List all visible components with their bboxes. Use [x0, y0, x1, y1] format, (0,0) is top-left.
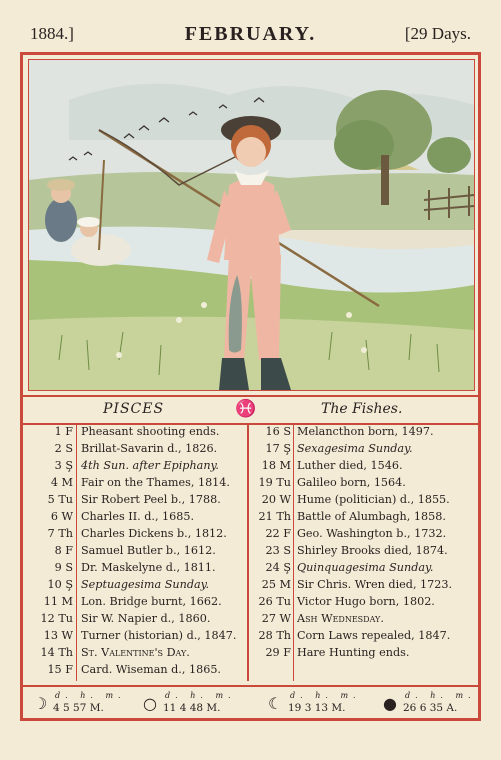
table-row: [249, 561, 478, 578]
event-text: Samuel Butler b., 1612.: [81, 544, 216, 557]
moon-units-label: d. h. m.: [55, 691, 126, 700]
table-row: [249, 612, 478, 629]
day-label: 21 Th: [258, 510, 291, 523]
table-row: [249, 544, 478, 561]
event-text: Battle of Alumbagh, 1858.: [297, 510, 446, 523]
day-label: 13 W: [43, 629, 73, 642]
table-row: [23, 459, 247, 476]
day-label: 17 Ş: [265, 442, 291, 455]
table-row: [249, 510, 478, 527]
event-text: Quinquagesima Sunday.: [297, 561, 434, 574]
day-label: 23 S: [265, 544, 291, 557]
table-row: [249, 425, 478, 442]
moon-units-label: d. h. m.: [290, 691, 361, 700]
pisces-icon: ♓: [235, 399, 257, 419]
event-text: Lon. Bridge burnt, 1662.: [81, 595, 222, 608]
table-row: [23, 442, 247, 459]
moon-icon: ○: [143, 694, 157, 713]
day-label: 24 Ş: [265, 561, 291, 574]
day-label: 14 Th: [40, 646, 73, 659]
day-label: 11 M: [43, 595, 73, 608]
table-row: [23, 476, 247, 493]
day-label: 15 F: [47, 663, 73, 676]
day-label: 18 M: [261, 459, 291, 472]
moon-icon: ☾: [268, 694, 283, 713]
day-label: 20 W: [261, 493, 291, 506]
day-label: 1 F: [54, 425, 73, 438]
day-label: 19 Tu: [258, 476, 291, 489]
day-label: 2 S: [54, 442, 73, 455]
table-row: [249, 646, 478, 663]
table-row: [23, 629, 247, 646]
event-text: Turner (historian) d., 1847.: [81, 629, 237, 642]
event-text: Victor Hugo born, 1802.: [297, 595, 435, 608]
event-text: Pheasant shooting ends.: [81, 425, 220, 438]
table-row: [23, 612, 247, 629]
day-label: 4 M: [50, 476, 73, 489]
day-label: 9 S: [54, 561, 73, 574]
day-label: 10 Ş: [47, 578, 73, 591]
year-label: 1884.]: [30, 24, 74, 43]
zodiac-name: PISCES: [103, 401, 165, 417]
moon-icon: ☽: [33, 694, 48, 713]
table-row: [23, 646, 247, 663]
event-text: Septuagesima Sunday.: [81, 578, 210, 591]
table-row: [249, 578, 478, 595]
event-text: Shirley Brooks died, 1874.: [297, 544, 448, 557]
event-text: Card. Wiseman d., 1865.: [81, 663, 221, 676]
event-text: Melancthon born, 1497.: [297, 425, 434, 438]
column-divider: [76, 425, 77, 681]
event-text: Sexagesima Sunday.: [297, 442, 413, 455]
table-row: [23, 493, 247, 510]
event-text: Hume (politician) d., 1855.: [297, 493, 450, 506]
day-label: 28 Th: [258, 629, 291, 642]
event-text: Geo. Washington b., 1732.: [297, 527, 447, 540]
table-row: [23, 578, 247, 595]
event-text: Charles Dickens b., 1812.: [81, 527, 227, 540]
moon-time: 19 3 13 M.: [288, 702, 346, 714]
moon-phases: [23, 685, 478, 717]
day-label: 27 W: [261, 612, 291, 625]
day-label: 29 F: [265, 646, 291, 659]
event-text: Ash Wednesday.: [297, 612, 384, 625]
event-text: Luther died, 1546.: [297, 459, 403, 472]
moon-time: 4 5 57 M.: [53, 702, 104, 714]
table-row: [23, 425, 247, 442]
moon-units-label: d. h. m.: [165, 691, 236, 700]
table-row: [23, 561, 247, 578]
event-text: Corn Laws repealed, 1847.: [297, 629, 451, 642]
calendar-frame: [20, 52, 481, 721]
event-text: Sir W. Napier d., 1860.: [81, 612, 211, 625]
table-row: [23, 663, 247, 680]
days-column-left: [23, 425, 249, 681]
table-row: [249, 595, 478, 612]
table-row: [23, 510, 247, 527]
table-row: [249, 493, 478, 510]
day-label: 7 Th: [47, 527, 73, 540]
days-column-right: [249, 425, 478, 681]
table-row: [23, 544, 247, 561]
event-text: Dr. Maskelyne d., 1811.: [81, 561, 216, 574]
table-row: [249, 442, 478, 459]
day-label: 5 Tu: [47, 493, 73, 506]
day-label: 26 Tu: [258, 595, 291, 608]
moon-icon: ●: [383, 694, 397, 713]
moon-time: 11 4 48 M.: [163, 702, 221, 714]
table-row: [23, 527, 247, 544]
day-label: 8 F: [54, 544, 73, 557]
days-count: [29 Days.: [404, 24, 471, 43]
day-label: 22 F: [265, 527, 291, 540]
event-text: St. Valentine's Day.: [81, 646, 190, 659]
event-text: Galileo born, 1564.: [297, 476, 406, 489]
event-text: Sir Robert Peel b., 1788.: [81, 493, 221, 506]
event-text: Hare Hunting ends.: [297, 646, 410, 659]
zodiac-band: [23, 395, 478, 425]
day-label: 12 Tu: [40, 612, 73, 625]
day-label: 6 W: [50, 510, 73, 523]
calendar-page: [20, 14, 481, 719]
day-label: 3 Ş: [54, 459, 73, 472]
event-text: 4th Sun. after Epiphany.: [81, 459, 219, 472]
event-text: Sir Chris. Wren died, 1723.: [297, 578, 453, 591]
table-row: [249, 527, 478, 544]
header: [20, 14, 481, 52]
event-text: Fair on the Thames, 1814.: [81, 476, 230, 489]
day-table: [23, 425, 478, 681]
zodiac-description: The Fishes.: [321, 401, 403, 417]
table-row: [249, 459, 478, 476]
day-label: 16 S: [265, 425, 291, 438]
event-text: Charles II. d., 1685.: [81, 510, 195, 523]
boy-fishing-illustration: [28, 59, 475, 391]
day-label: 25 M: [261, 578, 291, 591]
table-row: [249, 476, 478, 493]
column-divider: [293, 425, 294, 681]
event-text: Brillat-Savarin d., 1826.: [81, 442, 218, 455]
month-title: FEBRUARY.: [184, 23, 317, 45]
table-row: [249, 629, 478, 646]
moon-time: 26 6 35 A.: [403, 702, 458, 714]
table-row: [23, 595, 247, 612]
moon-units-label: d. h. m.: [405, 691, 476, 700]
